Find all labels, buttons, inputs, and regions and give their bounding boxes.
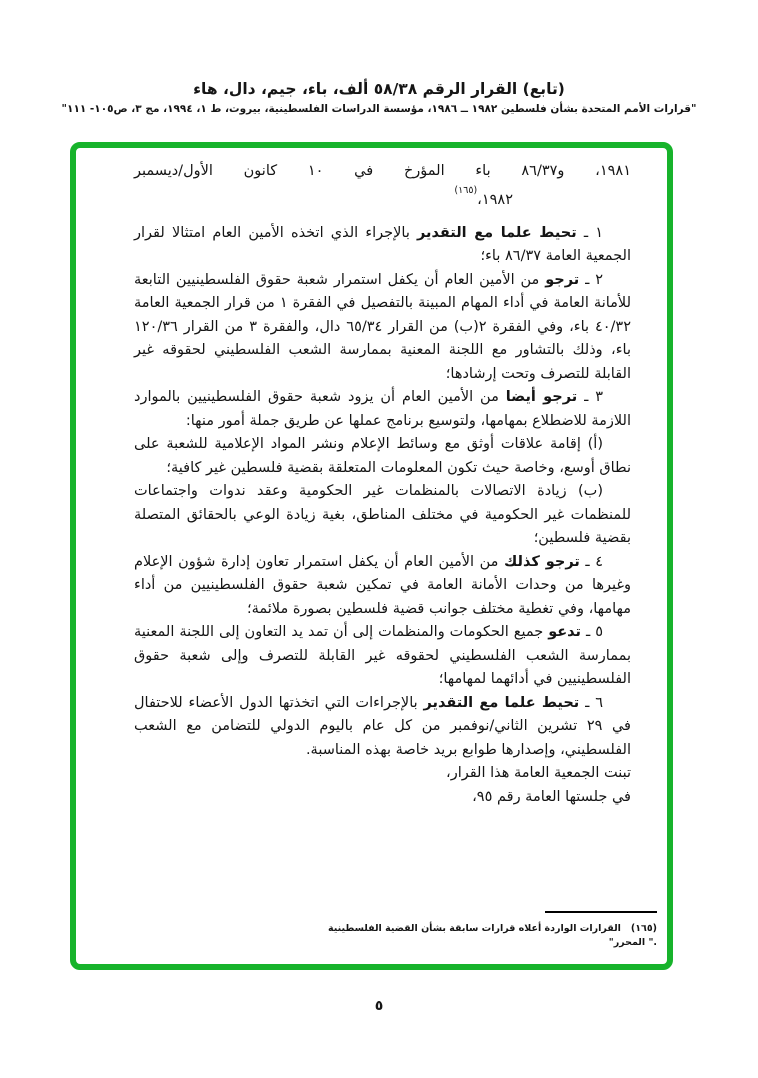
paragraph-lead: تدعو	[548, 624, 582, 641]
resolution-frame	[70, 142, 673, 970]
paragraph-number: ١ ـ	[576, 224, 604, 241]
footnote-text: القرارات الواردة أعلاه قرارات سابقة بشأن القضية الفلسطينية ." المحرر"	[327, 923, 657, 948]
continuation-line: ١٩٨١، و٨٦/٣٧ باء المؤرخ في ١٠ كانون الأول/ديسمبر	[134, 163, 631, 179]
adoption-line-2: في جلستها العامة رقم ٩٥،	[472, 788, 631, 805]
footnote-marker: (١٦٥)	[630, 923, 657, 934]
footnote-reference: (١٦٥)	[454, 184, 478, 196]
paragraph-5	[134, 621, 631, 692]
paragraph-text: جميع الحكومات والمنظمات إلى أن تمد يد التعاون إلى اللجنة المعنية بممارسة الشعب الفلسطيني لحقوقه غير القابلة للتصرف وإلى شعبة حقوق الفلسطينيين في أدائهما لمهامها؛	[134, 624, 631, 688]
continuation-year: ١٩٨٢،	[477, 191, 513, 208]
source-citation: "قرارات الأمم المتحدة بشأن فلسطين ١٩٨٢ ــ ١٩٨٦، مؤسسة الدراسات الفلسطينية، بيروت، ط ١، ١٩٩٤، مج ٣، ص١٠٥- ١١١"	[61, 103, 697, 115]
subparagraph-b	[134, 480, 631, 551]
paragraph-number: ٥ ـ	[581, 624, 603, 641]
paragraph-number: ٢ ـ	[579, 271, 604, 288]
footnote-separator	[545, 911, 657, 913]
paragraph-text: بالإجراءات التي اتخذتها الدول الأعضاء للاحتفال في ٢٩ تشرين الثاني/نوفمبر من كل عام باليوم الدولي للتضامن مع الشعب الفلسطيني، وإصدارها طوابع بريد خاصة بهذه المناسبة.	[134, 694, 631, 758]
paragraph-2	[134, 269, 631, 387]
paragraph-text: من الأمين العام أن يزود شعبة حقوق الفلسطينيين بالموارد اللازمة للاضطلاع بمهامها، ولتوسيع برنامج عملها عن طريق جملة أمور منها:	[134, 389, 631, 429]
subparagraph-a	[134, 433, 631, 480]
paragraph-1	[134, 222, 631, 269]
page-number: ٥	[374, 998, 384, 1014]
paragraph-6	[134, 692, 631, 763]
paragraph-text: (ب) زيادة الاتصالات بالمنظمات غير الحكومية وعقد ندوات واجتماعات للمنظمات غير الحكومية في مختلف المناطق، بغية زيادة الوعي بالحقائق المتصلة بقضية فلسطين؛	[134, 483, 631, 547]
paragraph-lead: تحيط علما مع التقدير	[423, 694, 580, 711]
paragraph-text: (أ) إقامة علاقات أوثق مع وسائط الإعلام ونشر المواد الإعلامية للشعبة على نطاق أوسع، وخاصة حيث تكون المعلومات المتعلقة بقضية فلسطين غير كافية؛	[134, 436, 631, 476]
paragraph-number: ٤ ـ	[579, 553, 603, 570]
paragraph-lead: ترجو	[545, 271, 580, 288]
paragraph-text: من الأمين العام أن يكفل استمرار تعاون إدارة شؤون الإعلام وغيرها من وحدات الأمانة العامة في تمكين شعبة حقوق الفلسطينيين من أداء مهامها، وفي تغطية مختلف جوانب قضية فلسطين بصورة ملائمة؛	[134, 553, 631, 617]
resolution-title: (تابع) القرار الرقم ٥٨/٣٨ ألف، باء، جيم، دال، هاء	[193, 80, 565, 98]
continuation-line-end	[134, 184, 631, 212]
resolution-body	[134, 160, 631, 809]
paragraph-text: بالإجراء الذي اتخذه الأمين العام امتثالا لقرار الجمعية العامة ٨٦/٣٧ باء؛	[134, 224, 631, 265]
paragraph-number: ٣ ـ	[577, 389, 604, 406]
paragraph-3	[134, 386, 631, 433]
adoption-line-1: تبنت الجمعية العامة هذا القرار،	[446, 765, 631, 782]
paragraph-number: ٦ ـ	[579, 694, 604, 711]
footnote-line	[327, 922, 657, 950]
paragraph-lead: ترجو أيضا	[505, 389, 578, 406]
footnote-block	[327, 911, 657, 950]
paragraph-text: من الأمين العام أن يكفل استمرار شعبة حقوق الفلسطينيين التابعة للأمانة العامة في أداء المهام المبينة بالتفصيل في الفقرة ١ من قرار الجمعية العامة ٤٠/٣٢ باء، وفي الفقرة ٢(ب) من القرار ٦٥/٣٤ دال، والفقرة ٣ من القرار ١٢٠/٣٦ باء، وذلك بالتشاور مع اللجنة المعنية بممارسة الشعب الفلسطيني لحقوقه غير القابلة للتصرف وتحت إرشادها؛	[134, 271, 632, 382]
page-header	[0, 80, 758, 115]
paragraph-lead: ترجو كذلك	[504, 553, 580, 570]
paragraph-lead: تحيط علما مع التقدير	[417, 224, 577, 241]
paragraph-4	[134, 551, 631, 622]
